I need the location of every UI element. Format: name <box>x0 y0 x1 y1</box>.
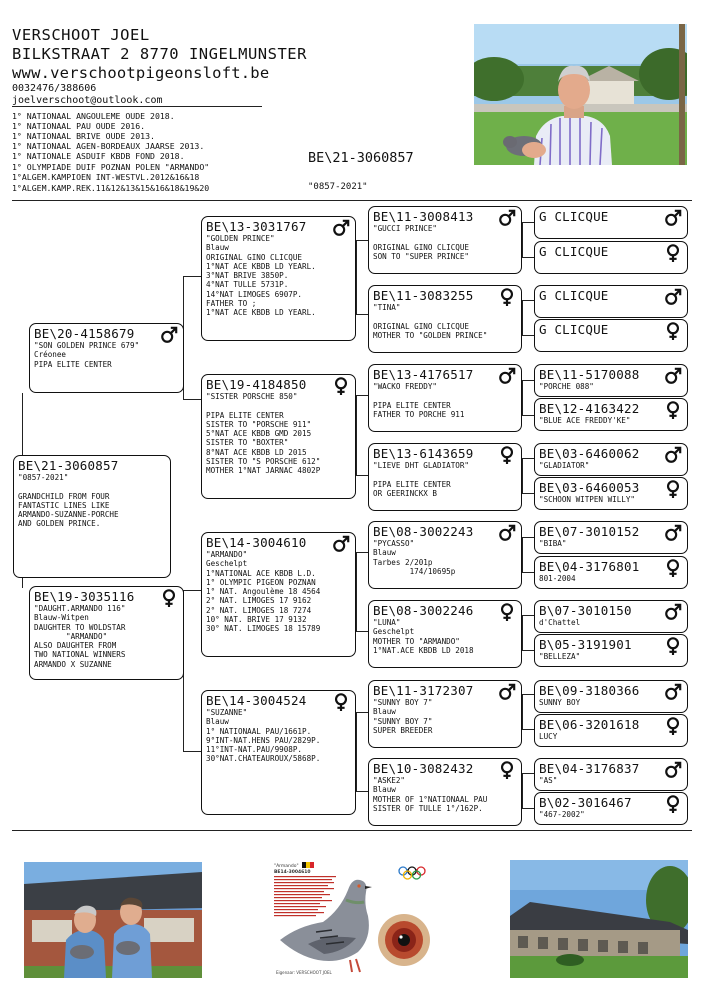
pigeon-info-line: Blauw <box>206 717 229 727</box>
male-symbol-icon <box>664 524 682 542</box>
ring-number: BE\20-4158679 <box>34 326 135 341</box>
pigeon-info-line <box>373 312 517 321</box>
pigeon-info-line: FATHER TO PORCHE 911 <box>373 409 465 419</box>
male-symbol-icon <box>664 367 682 385</box>
breeder-website[interactable]: www.verschootpigeonsloft.be <box>12 64 270 82</box>
male-symbol-icon <box>664 603 682 621</box>
pigeon-card-ddd <box>368 758 522 826</box>
pigeon-info-line: 2° NAT. LIMOGES 18 7274 <box>206 605 312 615</box>
pigeon-info-line: DAUGHTER TO WOLDSTAR <box>34 622 126 632</box>
pigeon-card-dam <box>29 586 184 680</box>
ring-number: BE\12-4163422 <box>539 401 640 416</box>
pigeon-info-line: "0857-2021" <box>18 473 69 482</box>
pigeon-card-g9 <box>534 521 688 554</box>
pigeon-card-g6 <box>534 398 688 431</box>
pigeon-info-line <box>18 482 166 491</box>
pigeon-info-line: 1°NAT ACE KBDB LD YEARL. <box>206 308 316 318</box>
male-symbol-icon <box>498 209 516 227</box>
pigeon-info-line: MOTHER OF 1°NATIONAAL PAU <box>373 794 488 804</box>
pigeon-info-line: FATHER TO ; <box>206 299 257 309</box>
pigeon-info-line: SON TO "SUPER PRINCE" <box>373 251 470 261</box>
achievement-line: 1° NATIONAAL BRIVE OUDE 2013. <box>12 131 155 141</box>
ring-number: BE\09-3180366 <box>539 683 640 698</box>
ring-number: BE\03-6460062 <box>539 446 640 461</box>
pigeon-info-line: "GLADIATOR" <box>539 461 590 470</box>
ring-number: BE\04-3176801 <box>539 559 640 574</box>
pigeon-info-line: ARMANDO-SUZANNE-PORCHE <box>18 510 119 520</box>
pigeon-info-line: "DAUGHT.ARMANDO 116" <box>34 604 126 613</box>
pigeon-card-ds <box>201 532 356 657</box>
achievement-line: 1° OLYMPIADE DUIF POZNAN POLEN "ARMANDO" <box>12 162 210 172</box>
pigeon-card-sds <box>368 364 522 432</box>
male-symbol-icon <box>332 535 350 553</box>
pigeon-info-line: "WACKO FREDDY" <box>373 382 438 391</box>
pigeon-info-line <box>373 391 517 400</box>
ring-number: G CLICQUE <box>539 244 609 259</box>
pigeon-info-line: ALSO DAUGHTER FROM <box>34 641 117 651</box>
pigeon-info-line: SUPER BREEDER <box>373 725 433 735</box>
pigeon-info-line: 4°NAT TULLE 5731P. <box>206 280 289 290</box>
pigeon-card-sss <box>368 206 522 274</box>
achievement-line: 1° NATIONAAL ANGOULEME OUDE 2018. <box>12 111 175 121</box>
pigeon-card-g8 <box>534 477 688 510</box>
pigeon-info-line: MOTHER TO "ARMANDO" <box>373 636 460 646</box>
pigeon-info-line: SUNNY BOY <box>539 698 581 707</box>
pigeon-card-g15 <box>534 758 688 791</box>
ring-number: BE\11-5170088 <box>539 367 640 382</box>
female-symbol-icon <box>498 603 516 621</box>
pigeon-info-line: "AS" <box>539 776 558 785</box>
male-symbol-icon <box>664 209 682 227</box>
poster-ring: BE14-3004610 <box>274 870 311 875</box>
ring-number: BE\11-3172307 <box>373 683 474 698</box>
pigeon-info-line: "BIBA" <box>539 539 567 548</box>
pigeon-info-line: 11°INT-NAT.PAU/9908P. <box>206 745 303 755</box>
ring-number: B\05-3191901 <box>539 637 632 652</box>
breeder-phone: 0032476/388606 <box>12 83 97 94</box>
pigeon-info-line: 174/10695p <box>373 566 456 576</box>
pigeon-info-line: 10° NAT. BRIVE 17 9132 <box>206 615 307 625</box>
pigeon-info-line: 1°NAT.ACE KBDB LD 2018 <box>373 645 474 655</box>
female-symbol-icon <box>664 717 682 735</box>
ring-number: B\02-3016467 <box>539 795 632 810</box>
pigeon-info-line: PIPA ELITE CENTER <box>34 359 112 369</box>
pigeon-card-g2 <box>534 241 688 274</box>
pigeon-info-line: "SUNNY BOY 7" <box>373 716 433 726</box>
pigeon-card-g12 <box>534 634 688 667</box>
ring-number: BE\13-3031767 <box>206 219 307 234</box>
pigeon-info-line: GRANDCHILD FROM FOUR <box>18 491 110 501</box>
pigeon-info-line: AND GOLDEN PRINCE. <box>18 519 101 529</box>
pigeon-info-line: 1° OLYMPIC PIGEON POZNAN <box>206 577 316 587</box>
pigeon-info-line: Blauw <box>373 707 396 717</box>
pigeon-card-dsd <box>368 600 522 668</box>
female-symbol-icon <box>664 795 682 813</box>
pigeon-info-line <box>373 470 517 479</box>
pigeon-info-line: "PORCHE 088" <box>539 382 594 391</box>
breeder-portrait-photo <box>474 24 687 165</box>
pigeon-info-line: 30° NAT. LIMOGES 18 15789 <box>206 624 321 634</box>
male-symbol-icon <box>664 761 682 779</box>
male-symbol-icon <box>664 288 682 306</box>
pigeon-card-ss <box>201 216 356 341</box>
male-symbol-icon <box>664 683 682 701</box>
ring-number: BE\11-3008413 <box>373 209 474 224</box>
pigeon-info-line: Blauw <box>373 785 396 795</box>
ring-number: BE\08-3002246 <box>373 603 474 618</box>
pigeon-card-sd <box>201 374 356 499</box>
pigeon-card-g16 <box>534 792 688 825</box>
achievement-line: 1° NATIONALE ASDUIF KBDB FOND 2018. <box>12 151 185 161</box>
pigeon-info-line: ORIGINAL GINO CLICQUE <box>206 252 303 262</box>
pigeon-info-line: "SON GOLDEN PRINCE 679" <box>34 341 140 350</box>
pigeon-info-line: MOTHER 1°NAT JARNAC 4802P <box>206 466 321 476</box>
pigeon-info-line: "ARMANDO" <box>34 631 108 641</box>
female-symbol-icon <box>332 377 350 395</box>
female-symbol-icon <box>664 559 682 577</box>
poster-footer: Eigenaar: VERSCHOOT JOEL <box>276 970 332 975</box>
ring-number: BE\08-3002243 <box>373 524 474 539</box>
pigeon-info-line: 1° NATIONAAL PAU/1661P. <box>206 726 312 736</box>
poster-small-name: "Armando" <box>274 864 299 869</box>
subject-name-header: "0857-2021" <box>308 182 368 192</box>
pigeon-info-line: 2° NAT. LIMOGES 17 9162 <box>206 596 312 606</box>
pigeon-info-line: 1°NATIONAL ACE KBDB L.D. <box>206 568 316 578</box>
loft-photo <box>510 860 688 978</box>
male-symbol-icon <box>332 219 350 237</box>
pigeon-info-line: "467-2002" <box>539 810 585 819</box>
pigeon-info-line: "GOLDEN PRINCE" <box>206 234 275 243</box>
male-symbol-icon <box>498 683 516 701</box>
pigeon-card-subject <box>13 455 171 578</box>
pigeon-info-line: PIPA ELITE CENTER <box>373 400 451 410</box>
ring-number: G CLICQUE <box>539 209 609 224</box>
pigeon-info-line: SISTER TO "S PORSCHE 612" <box>206 457 321 467</box>
header-underline <box>12 106 262 107</box>
pigeon-card-g13 <box>534 680 688 713</box>
ring-number: BE\13-6143659 <box>373 446 474 461</box>
ring-number: BE\19-4184850 <box>206 377 307 392</box>
pigeon-card-g5 <box>534 364 688 397</box>
pigeon-info-line: Blauw-Witpen <box>34 613 89 623</box>
ring-number: BE\10-3082432 <box>373 761 474 776</box>
pigeon-info-line: "ARMANDO" <box>206 550 248 559</box>
ring-number: B\07-3010150 <box>539 603 632 618</box>
pigeon-info-line: PIPA ELITE CENTER <box>206 410 284 420</box>
pigeon-info-line: "SCHOON WITPEN WILLY" <box>539 495 636 504</box>
ring-number: BE\07-3010152 <box>539 524 640 539</box>
ring-number: BE\06-3201618 <box>539 717 640 732</box>
pigeon-info-line <box>373 233 517 242</box>
achievement-line: 1°ALGEM.KAMP.REK.11&12&13&15&16&18&19&20 <box>12 183 210 193</box>
pigeon-info-line: Geschelpt <box>206 559 248 569</box>
female-symbol-icon <box>498 288 516 306</box>
male-symbol-icon <box>498 367 516 385</box>
female-symbol-icon <box>498 446 516 464</box>
ring-number: BE\13-4176517 <box>373 367 474 382</box>
female-symbol-icon <box>160 589 178 607</box>
pigeon-info-line: 30°NAT.CHATEAUROUX/5868P. <box>206 754 321 764</box>
pigeon-info-line: "PYCASSO" <box>373 539 415 548</box>
pigeon-info-line: SISTER OF TULLE 1°/162P. <box>373 803 483 813</box>
breeder-email[interactable]: joelverschoot@outlook.com <box>12 95 163 106</box>
pigeon-info-line: "LIEVE DHT GLADIATOR" <box>373 461 470 470</box>
pigeon-info-line: OR GEERINCKX B <box>373 488 438 498</box>
pigeon-info-line: "SISTER PORSCHE 850" <box>206 392 298 401</box>
pigeon-card-g3 <box>534 285 688 318</box>
subject-ring-header: BE\21-3060857 <box>308 150 414 166</box>
pigeon-info-line: "TINA" <box>373 303 401 312</box>
pigeon-info-line: ORIGINAL GINO CLICQUE <box>373 321 470 331</box>
achievement-line: 1°ALGEM.KAMPIOEN INT-WESTVL.2012&16&18 <box>12 172 200 182</box>
pigeon-card-sdd <box>368 443 522 511</box>
pigeon-card-dss <box>368 521 522 589</box>
pigeon-info-line: TWO NATIONAL WINNERS <box>34 650 126 660</box>
ring-number: BE\03-6460053 <box>539 480 640 495</box>
pigeon-info-line: "GUCCI PRINCE" <box>373 224 438 233</box>
achievement-line: 1° NATIONAAL PAU OUDE 2016. <box>12 121 146 131</box>
pigeon-info-line: Blauw <box>373 548 396 558</box>
breeders-photo <box>24 862 202 978</box>
female-symbol-icon <box>664 244 682 262</box>
ring-number: BE\21-3060857 <box>18 458 119 473</box>
pigeon-info-line: ARMANDO X SUZANNE <box>34 659 112 669</box>
achievement-line: 1° NATIONAAL AGEN-BORDEAUX JAARSE 2013. <box>12 141 205 151</box>
pigeon-info-line: "ASKE2" <box>373 776 406 785</box>
armando-poster <box>268 860 438 978</box>
breeder-address: BILKSTRAAT 2 8770 INGELMUNSTER <box>12 45 307 63</box>
pigeon-card-g10 <box>534 556 688 589</box>
male-symbol-icon <box>160 326 178 344</box>
pigeon-info-line: "SUNNY BOY 7" <box>373 698 433 707</box>
ring-number: G CLICQUE <box>539 288 609 303</box>
pigeon-card-dd <box>201 690 356 815</box>
pigeon-info-line: ORIGINAL GINO CLICQUE <box>373 242 470 252</box>
male-symbol-icon <box>664 446 682 464</box>
pigeon-info-line: PIPA ELITE CENTER <box>373 479 451 489</box>
pigeon-info-line: "SUZANNE" <box>206 708 248 717</box>
pigeon-info-line: LUCY <box>539 732 558 741</box>
pedigree-bottom-divider <box>12 830 692 831</box>
pigeon-info-line: Blauw <box>206 243 229 253</box>
pigeon-info-line: "LUNA" <box>373 618 401 627</box>
male-symbol-icon <box>498 524 516 542</box>
pigeon-info-line: Créonee <box>34 350 67 360</box>
pigeon-info-line: 14°NAT LIMOGES 6907P. <box>206 289 303 299</box>
female-symbol-icon <box>332 693 350 711</box>
pigeon-info-line: SISTER TO "PORSCHE 911" <box>206 419 312 429</box>
ring-number: BE\11-3083255 <box>373 288 474 303</box>
female-symbol-icon <box>664 401 682 419</box>
ring-number: BE\04-3176837 <box>539 761 640 776</box>
ring-number: G CLICQUE <box>539 322 609 337</box>
ring-number: BE\14-3004610 <box>206 535 307 550</box>
pigeon-info-line: 5°NAT ACE KBDB GMD 2015 <box>206 429 312 439</box>
pigeon-info-line: "BLUE ACE FREDDY'KE" <box>539 416 631 425</box>
female-symbol-icon <box>664 322 682 340</box>
pigeon-card-ssd <box>368 285 522 353</box>
pigeon-info-line: 1°NAT ACE KBDB LD YEARL. <box>206 261 316 271</box>
female-symbol-icon <box>664 637 682 655</box>
pigeon-card-dds <box>368 680 522 748</box>
pigeon-info-line: 3°NAT BRIVE 3850P. <box>206 271 289 281</box>
ring-number: BE\14-3004524 <box>206 693 307 708</box>
pigeon-info-line: "BELLEZA" <box>539 652 581 661</box>
pigeon-info-line <box>206 401 351 410</box>
pigeon-info-line: Tarbes 2/201p <box>373 557 433 567</box>
pigeon-info-line: 1° NAT. Angoulème 18 4564 <box>206 587 321 597</box>
female-symbol-icon <box>664 480 682 498</box>
pigeon-info-line: 8°NAT ACE KBDB LD 2015 <box>206 447 307 457</box>
pigeon-card-g1 <box>534 206 688 239</box>
pedigree-top-divider <box>12 200 692 201</box>
pigeon-info-line: Geschelpt <box>373 627 415 637</box>
pigeon-info-line: 801-2004 <box>539 574 576 583</box>
pigeon-info-line: FANTASTIC LINES LIKE <box>18 500 110 510</box>
breeder-name: VERSCHOOT JOEL <box>12 26 150 44</box>
pigeon-card-g4 <box>534 319 688 352</box>
pigeon-card-g14 <box>534 714 688 747</box>
pigeon-card-g11 <box>534 600 688 633</box>
female-symbol-icon <box>498 761 516 779</box>
pigeon-card-g7 <box>534 443 688 476</box>
ring-number: BE\19-3035116 <box>34 589 135 604</box>
pigeon-info-line: d'Chattel <box>539 618 581 627</box>
pigeon-info-line: SISTER TO "BOXTER" <box>206 438 289 448</box>
pigeon-card-sire <box>29 323 184 393</box>
pigeon-info-line: 9°INT-NAT.HENS PAU/2829P. <box>206 735 321 745</box>
pigeon-info-line: MOTHER TO "GOLDEN PRINCE" <box>373 330 488 340</box>
